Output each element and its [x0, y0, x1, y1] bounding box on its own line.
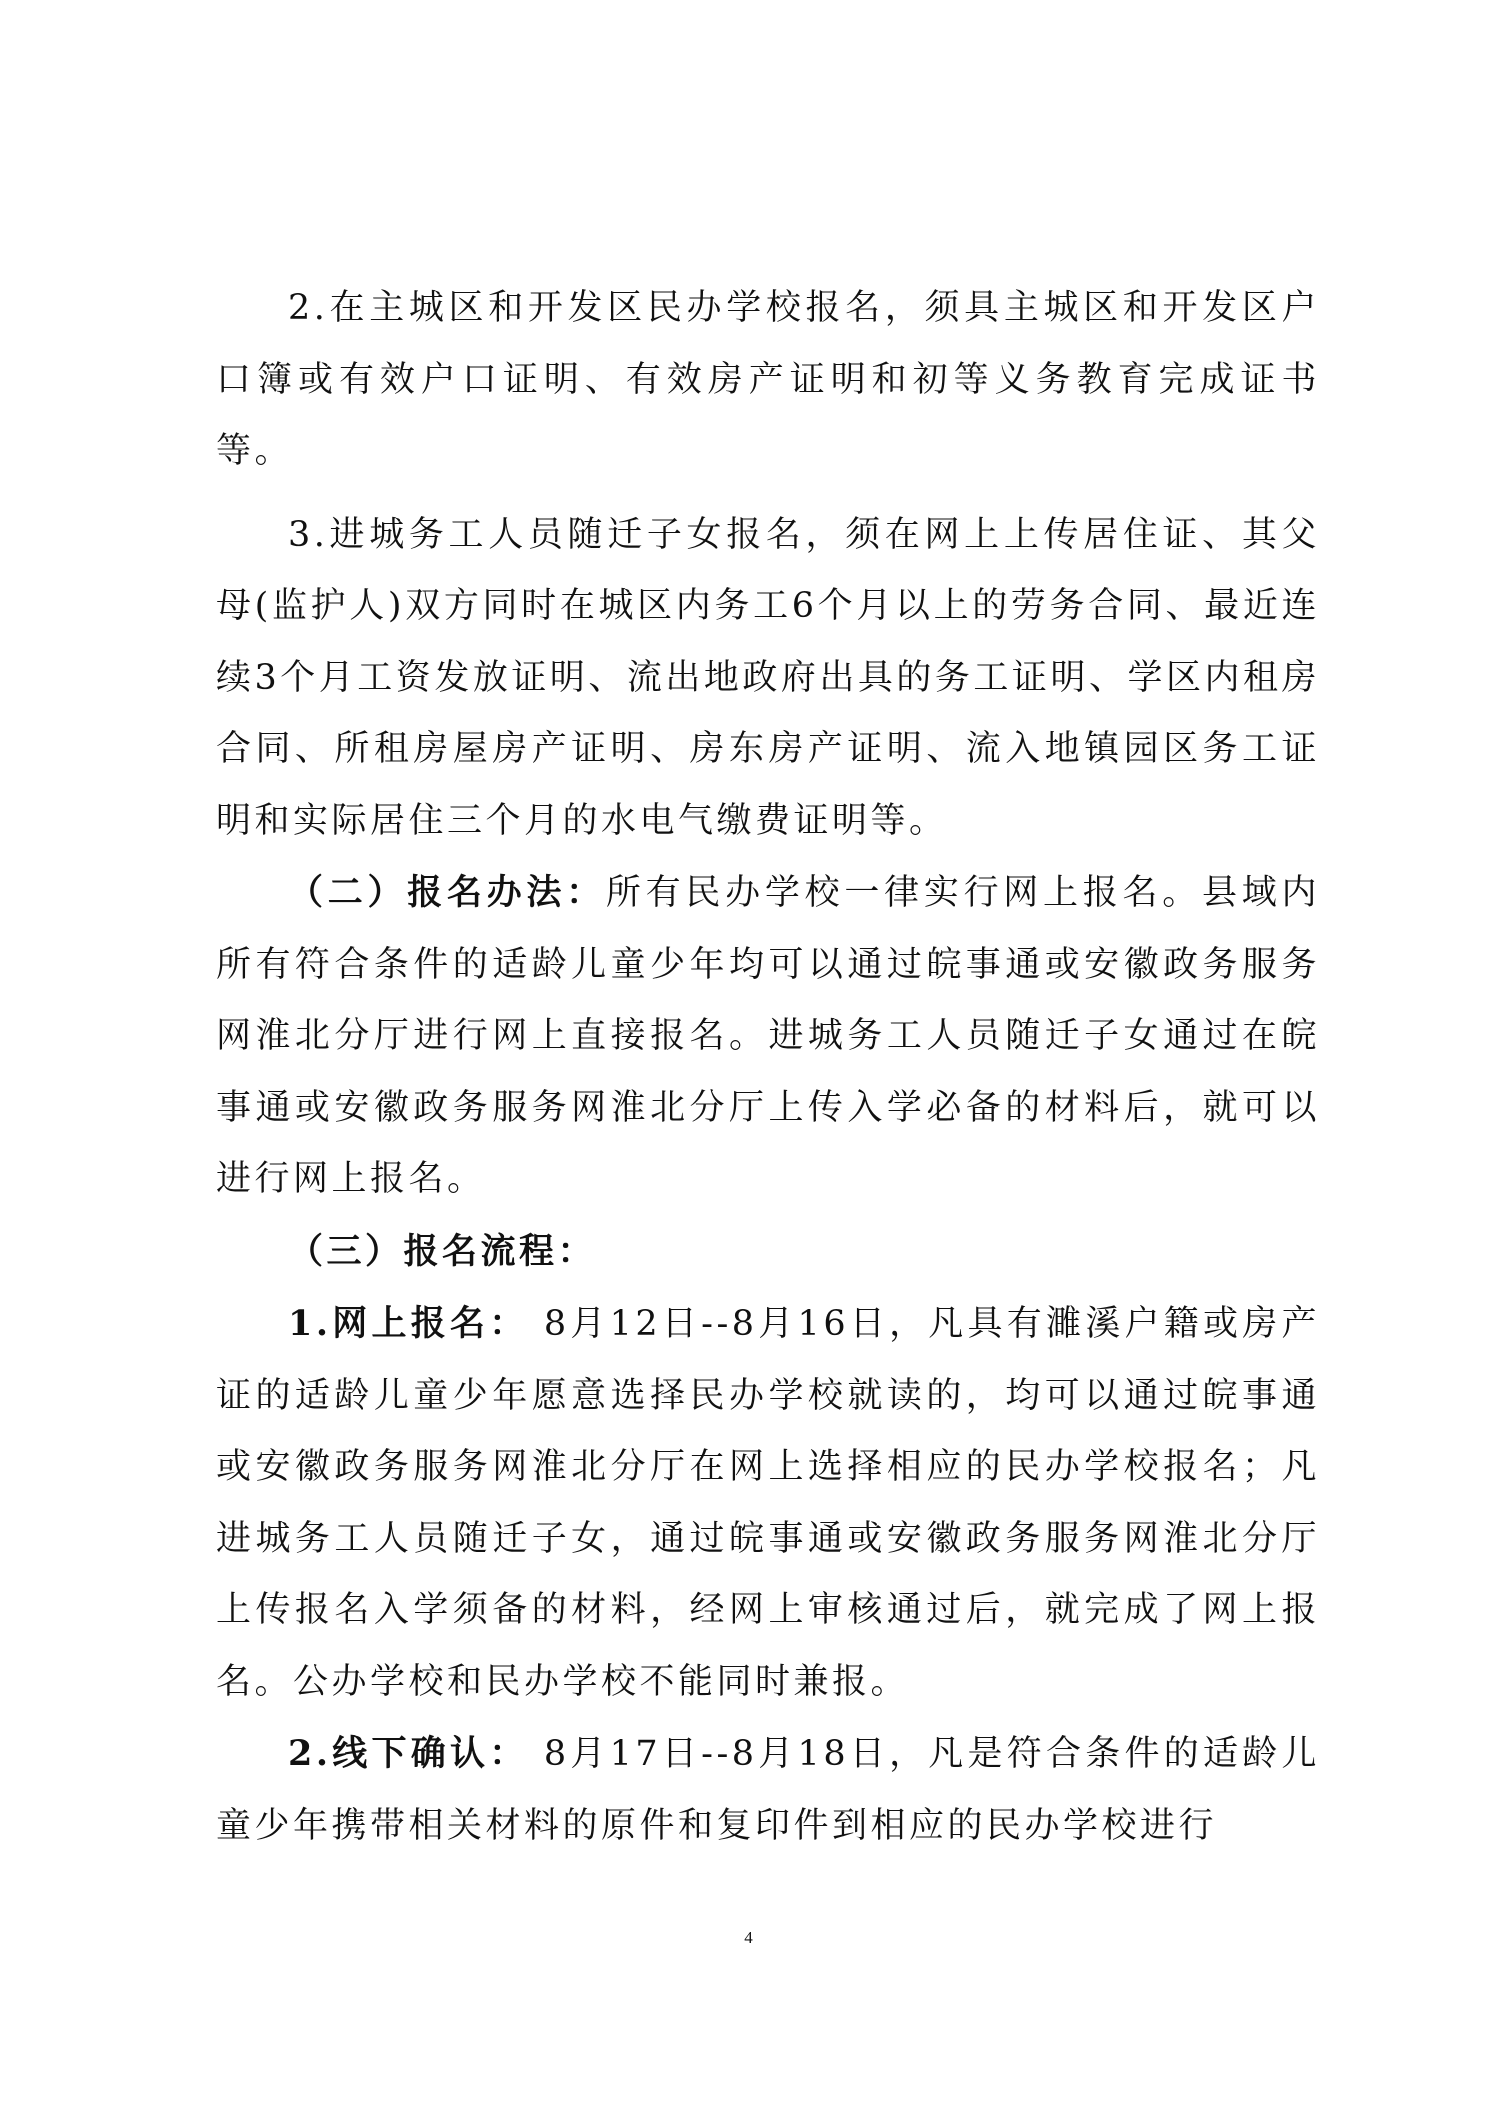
- section-heading: （三）报名流程：: [288, 1230, 597, 1272]
- paragraph-item-3: [216, 500, 1320, 858]
- paragraph-text: 8月12日--8月16日，凡具有濉溪户籍或房产证的适龄儿童少年愿意选择民办学校就读的，均可以通过皖事通或安徽政务服务网淮北分厅在网上选择相应的民办学校报名；凡进城务工人员随迁子女，通过皖事通或安徽政务服务网淮北分厅上传报名入学须备的材料，经网上审核通过后，就完成了网上报名。公办学校和民办学校不能同时兼报。: [216, 1304, 1320, 1702]
- paragraph-item-2: [216, 273, 1320, 488]
- step-heading: 2.线下确认：: [288, 1733, 529, 1774]
- paragraph-step-2: [216, 1718, 1320, 1862]
- paragraph-text: 2.在主城区和开发区民办学校报名，须具主城区和开发区户口簿或有效户口证明、有效房产证明和初等义务教育完成证书等。: [216, 288, 1320, 471]
- page-number: 4: [744, 1928, 753, 1947]
- document-body: [216, 273, 1320, 1862]
- section-heading: （二）报名办法：: [288, 872, 606, 913]
- paragraph-section-3: [216, 1216, 1320, 1289]
- paragraph-text: 3.进城务工人员随迁子女报名，须在网上上传居住证、其父母(监护人)双方同时在城区内务工6个月以上的劳务合同、最近连续3个月工资发放证明、流出地政府出具的务工证明、学区内租房合同、所租房屋房产证明、房东房产证明、流入地镇园区务工证明和实际居住三个月的水电气缴费证明等。: [216, 514, 1320, 841]
- paragraph-section-2: [216, 857, 1320, 1216]
- paragraph-text: 所有民办学校一律实行网上报名。县域内所有符合条件的适龄儿童少年均可以通过皖事通或安徽政务服务网淮北分厅进行网上直接报名。进城务工人员随迁子女通过在皖事通或安徽政务服务网淮北分厅上传入学必备的材料后，就可以进行网上报名。: [216, 873, 1320, 1199]
- paragraph-text: 8月17日--8月18日，凡是符合条件的适龄儿童少年携带相关材料的原件和复印件到相应的民办学校进行: [216, 1734, 1320, 1846]
- step-heading: 1.网上报名：: [288, 1303, 529, 1344]
- paragraph-step-1: [216, 1288, 1320, 1718]
